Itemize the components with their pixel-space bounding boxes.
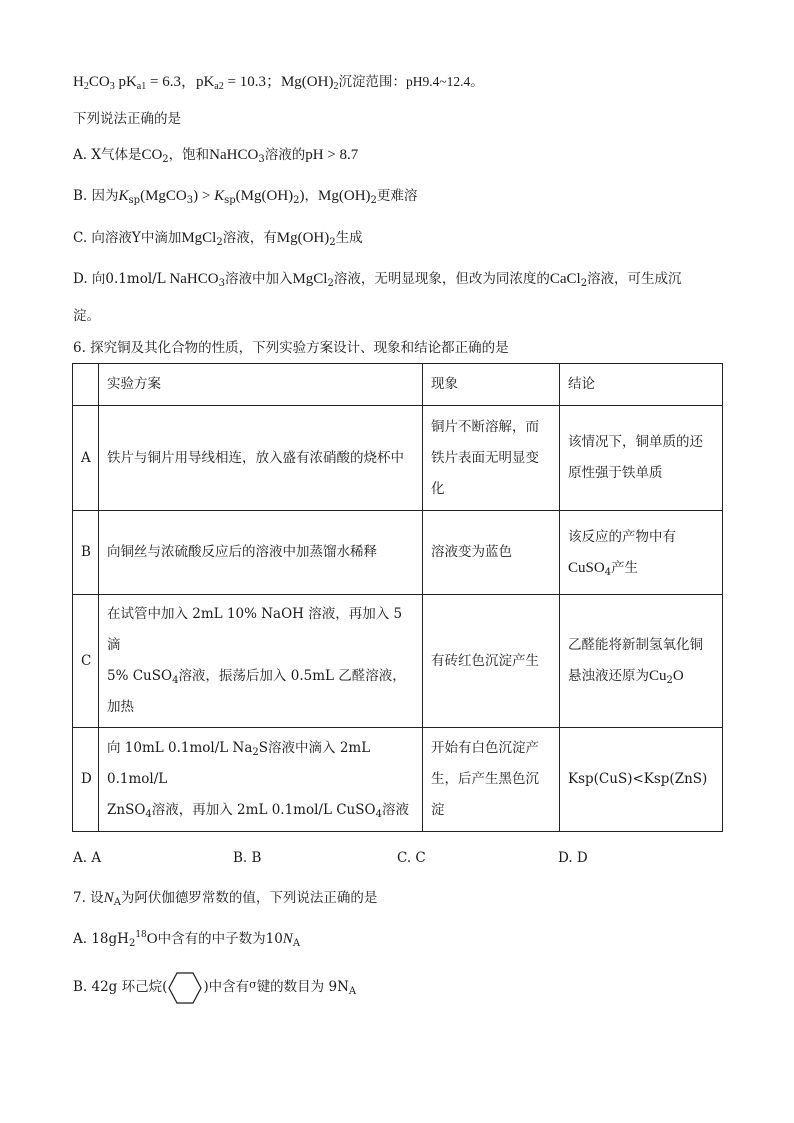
option-5b: B. 因为$K_{sp}(MgCO_3) > K_{sp}(Mg(OH)_2)$，$Mg(OH)_2$更难溶 <box>73 188 418 206</box>
option-5d-wrap: 淀。 <box>73 308 100 324</box>
table-row <box>73 406 723 511</box>
option-7a: A. $18gH_2^{18}O$中含有的中子数为$10N_A$ <box>73 930 301 949</box>
row-label: A <box>73 406 99 511</box>
row-conclusion: 该情况下，铜单质的还 原性强于铁单质 <box>560 406 723 511</box>
table-row <box>73 595 723 728</box>
row-phenomenon: 铜片不断溶解，而 铁片表面无明显变 化 <box>423 406 560 511</box>
constants-line: $H_2CO_3$ $pK_{a1} = 6.3$，$pK_{a2} = 10.3$；$Mg(OH)_2$沉淀范围：pH9.4~12.4。 <box>73 74 484 92</box>
table-header-row <box>73 364 723 406</box>
row-conclusion: Ksp(CuS)<Ksp(ZnS) <box>560 728 723 832</box>
row-conclusion: 该反应的产物中有 CuSO$_4$产生 <box>560 511 723 595</box>
row-label: D <box>73 728 99 832</box>
option-5a: A. X气体是$CO_2$，饱和NaHCO$_3$溶液的pH > 8.7 <box>73 147 359 165</box>
row-phenomenon: 有砖红色沉淀产生 <box>423 595 560 728</box>
row-plan: 在试管中加入 2mL 10% NaOH 溶液，再加入 5 滴 5% CuSO$_4$溶液，振荡后加入 0.5mL 乙醛溶液， 加热 <box>99 595 423 728</box>
row-conclusion: 乙醛能将新制氢氧化铜 悬浊液还原为$Cu_2O$ <box>560 595 723 728</box>
choice-b: B. B <box>233 850 262 866</box>
question-6: 6. 探究铜及其化合物的性质，下列实验方案设计、现象和结论都正确的是 <box>73 340 509 356</box>
choice-d: D. D <box>558 850 588 866</box>
table-row <box>73 511 723 595</box>
option-7b: B. 42g 环己烷( )中含有$^\sigma$键的数目为 $9N_A$ <box>73 968 356 1004</box>
header-conclusion: 结论 <box>560 364 723 406</box>
row-phenomenon: 开始有白色沉淀产 生，后产生黑色沉 淀 <box>423 728 560 832</box>
row-phenomenon: 溶液变为蓝色 <box>423 511 560 595</box>
question-prompt: 下列说法正确的是 <box>73 111 181 127</box>
header-phenomenon: 现象 <box>423 364 560 406</box>
choice-c: C. C <box>397 850 426 866</box>
row-label: B <box>73 511 99 595</box>
row-plan: 向铜丝与浓硫酸反应后的溶液中加蒸馏水稀释 <box>99 511 423 595</box>
option-5d: D. 向0.1mol/L NaHCO$_3$溶液中加入MgCl$_2$溶液，无明显现象，但改为同浓度的CaCl$_2$溶液，可生成沉 <box>73 271 682 289</box>
option-5c: C. 向溶液Y中滴加MgCl$_2$溶液，有$Mg(OH)_2$生成 <box>73 230 363 248</box>
table-row <box>73 728 723 832</box>
choice-a: A. A <box>73 850 102 866</box>
row-label: C <box>73 595 99 728</box>
row-plan: 铁片与铜片用导线相连，放入盛有浓硝酸的烧杯中 <box>99 406 423 511</box>
answer-choices <box>73 850 723 870</box>
experiment-table <box>72 363 723 832</box>
header-plan: 实验方案 <box>99 364 423 406</box>
row-plan: 向 10mL 0.1mol/L $Na_2S$溶液中滴入 2mL 0.1mol/L ZnSO$_4$溶液，再加入 2mL 0.1mol/L CuSO$_4$溶液 <box>99 728 423 832</box>
question-7: 7. 设$N_A$为阿伏伽德罗常数的值，下列说法正确的是 <box>73 890 378 908</box>
cyclohexane-hexagon-icon <box>168 972 202 1004</box>
